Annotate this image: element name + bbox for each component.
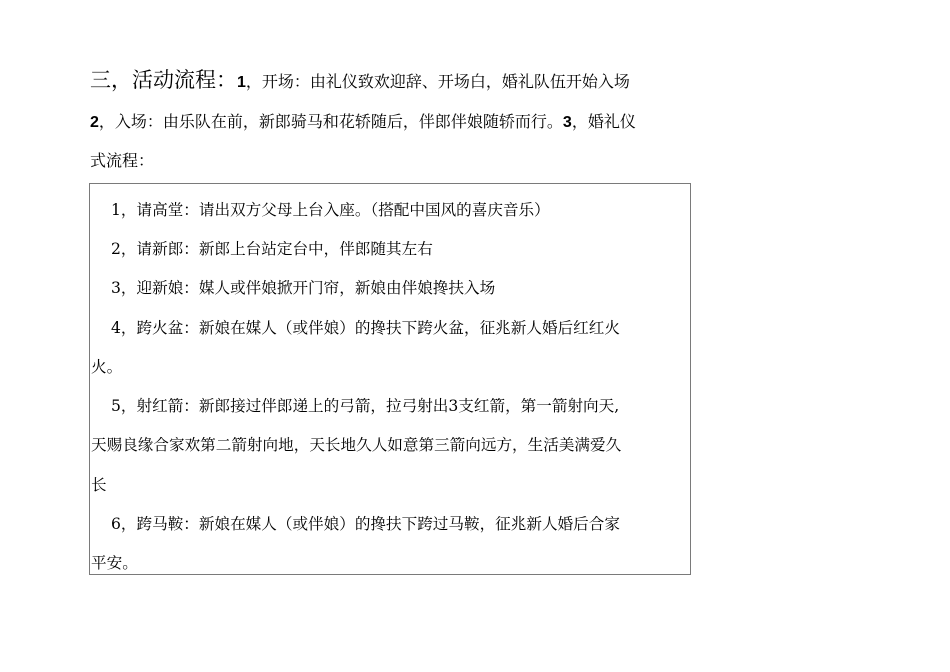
ceremony-step-1: 1，请高堂：请出双方父母上台入座。（搭配中国风的喜庆音乐） bbox=[111, 201, 550, 219]
ceremony-step-6-cont: 平安。 bbox=[91, 554, 138, 572]
ceremony-step-5: 5，射红箭：新郎接过伴郎递上的弓箭，拉弓射出3支红箭，第一箭射向天, bbox=[111, 397, 620, 415]
intro-text: ，婚礼仪 bbox=[571, 112, 636, 131]
ceremony-steps-box bbox=[89, 183, 691, 575]
intro-line-1 bbox=[90, 70, 630, 93]
ceremony-step-6: 6，跨马鞍：新娘在媒人（或伴娘）的搀扶下跨过马鞍，征兆新人婚后合家 bbox=[111, 515, 620, 533]
ceremony-step-5-cont: 天赐良缘合家欢第二箭射向地，天长地久人如意第三箭向远方，生活美满爱久 bbox=[91, 436, 622, 454]
step-number: 1 bbox=[237, 74, 246, 91]
step-number: 2 bbox=[90, 114, 99, 131]
intro-line-2 bbox=[90, 112, 636, 133]
ceremony-step-3: 3，迎新娘：媒人或伴娘掀开门帘，新娘由伴娘搀扶入场 bbox=[111, 279, 496, 297]
ceremony-step-4: 4，跨火盆：新娘在媒人（或伴娘）的搀扶下跨火盆，征兆新人婚后红红火 bbox=[111, 319, 620, 337]
ceremony-step-4-cont: 火。 bbox=[91, 358, 123, 376]
intro-line-3 bbox=[90, 151, 154, 171]
intro-text: ，入场：由乐队在前，新郎骑马和花轿随后，伴郎伴娘随轿而行。 bbox=[98, 112, 563, 131]
section-heading: 三，活动流程： bbox=[90, 68, 237, 92]
ceremony-step-5-cont: 长 bbox=[91, 476, 107, 494]
ceremony-step-2: 2，请新郎：新郎上台站定台中，伴郎随其左右 bbox=[111, 240, 433, 258]
intro-text: ，开场：由礼仪致欢迎辞、开场白，婚礼队伍开始入场 bbox=[245, 72, 630, 91]
intro-text: 式流程： bbox=[90, 151, 155, 170]
step-number: 3 bbox=[562, 114, 572, 131]
